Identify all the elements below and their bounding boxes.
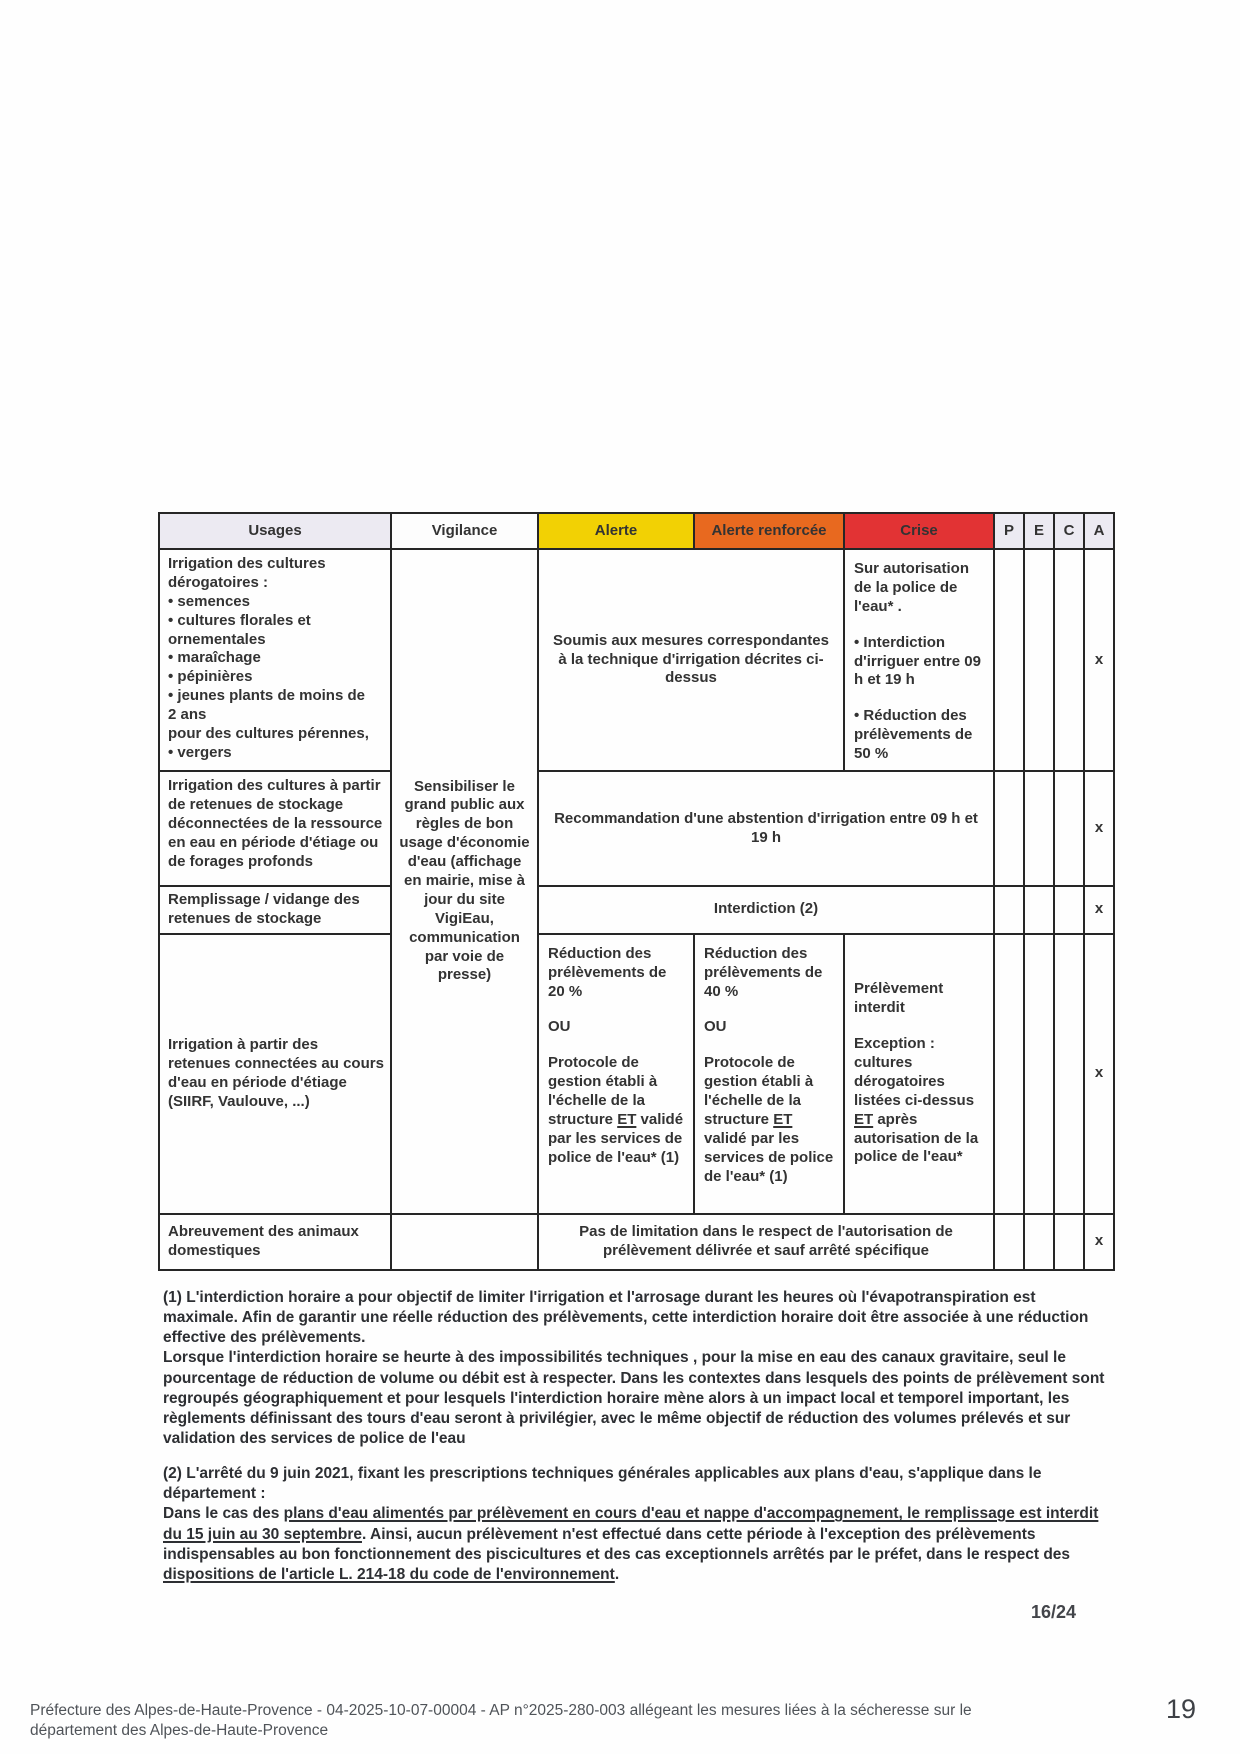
cell-r4-p (994, 934, 1024, 1214)
col-header-a: A (1084, 513, 1114, 549)
col-header-c: C (1054, 513, 1084, 549)
cell-r1-e (1024, 549, 1054, 771)
cell-r4-a: x (1084, 934, 1114, 1214)
cell-r5-e (1024, 1214, 1054, 1270)
cell-r5-usages: Abreuvement des animaux domestiques (159, 1214, 391, 1270)
cell-r1-c (1054, 549, 1084, 771)
cell-r4-e (1024, 934, 1054, 1214)
footnote-2-cont: Dans le cas des plans d'eau alimentés par prélèvement en cours d'eau et nappe d'accompagnement, le remplissage est interdit du 15 juin au 30 septembre. Ainsi, aucun prélèvement n'est effectué dans cette période à l'exception des prélèvements indispensables au bon fonctionnement des piscicultures et des cas exceptionnels arrêtés par le préfet, dans le respect des dispositions de l'article L. 214-18 du code de l'environnement. (163, 1505, 1099, 1583)
cell-r5-vigilance-empty (391, 1214, 538, 1270)
footnote-1: (1) L'interdiction horaire a pour objectif de limiter l'irrigation et l'arrosage durant les heures où l'évapotranspiration est maximale. Afin de garantir une réelle réduction des prélèvements, cette interdiction horaire doit être associée à une réduction effective des prélèvements. (163, 1289, 1089, 1347)
cell-r3-p (994, 886, 1024, 934)
col-header-usages: Usages (159, 513, 391, 549)
table-row (159, 771, 1114, 886)
col-header-p: P (994, 513, 1024, 549)
footer-page-number: 19 (1165, 1694, 1196, 1724)
col-header-alerte-renforcee: Alerte renforcée (694, 513, 844, 549)
cell-r2-e (1024, 771, 1054, 886)
cell-r4-alerte: Réduction des prélèvements de 20 % OU Protocole de gestion établi à l'échelle de la structure ET validé par les services de police de l'eau* (1) (538, 934, 694, 1214)
table-header-row (159, 513, 1114, 549)
table-row (159, 549, 1114, 771)
cell-r3-merged: Interdiction (2) (538, 886, 994, 934)
footer-reference: Préfecture des Alpes-de-Haute-Provence - 04-2025-10-07-00004 - AP n°2025-280-003 allégeant les mesures liées à la sécheresse sur le département des Alpes-de-Haute-Provence (30, 1702, 972, 1740)
cell-r1-crise: Sur autorisation de la police de l'eau* . • Interdiction d'irriguer entre 09 h et 19 h • Réduction des prélèvements de 50 % (844, 549, 994, 771)
cell-r3-usages: Remplissage / vidange des retenues de stockage (159, 886, 391, 934)
cell-r1-a: x (1084, 549, 1114, 771)
footnote-1-cont: Lorsque l'interdiction horaire se heurte à des impossibilités techniques , pour la mise en eau des canaux gravitaire, seul le pourcentage de réduction de volume ou débit est à respecter. Dans les contextes dans lesquels des points de prélèvement sont regroupés géographiquement et pour lesquels l'interdiction horaire mène alors à un impact local et temporel important, les règlements définissant des tours d'eau seront à privilégier, avec le même objectif de réduction des volumes prélevés et sur validation des services de police de l'eau (163, 1349, 1105, 1447)
table-row (159, 1214, 1114, 1270)
col-header-vigilance: Vigilance (391, 513, 538, 549)
cell-r4-usages: Irrigation à partir des retenues connectées au cours d'eau en période d'étiage (SIIRF, Vaulouve, ...) (159, 934, 391, 1214)
cell-r3-a: x (1084, 886, 1114, 934)
cell-r5-p (994, 1214, 1024, 1270)
cell-r1-p (994, 549, 1024, 771)
cell-r5-merged: Pas de limitation dans le respect de l'autorisation de prélèvement délivrée et sauf arrêté spécifique (538, 1214, 994, 1270)
cell-r2-p (994, 771, 1024, 886)
cell-r4-c (1054, 934, 1084, 1214)
cell-r3-c (1054, 886, 1084, 934)
cell-r2-c (1054, 771, 1084, 886)
footnote-2: (2) L'arrêté du 9 juin 2021, fixant les prescriptions techniques générales applicables aux plans d'eau, s'applique dans le département : (163, 1465, 1042, 1503)
col-header-crise: Crise (844, 513, 994, 549)
sheet-page-number: 16/24 (1030, 1602, 1076, 1622)
cell-r2-merged: Recommandation d'une abstention d'irrigation entre 09 h et 19 h (538, 771, 994, 886)
cell-r2-a: x (1084, 771, 1114, 886)
cell-r1-usages: Irrigation des cultures dérogatoires : • semences • cultures florales et ornementales • maraîchage • pépinières • jeunes plants de moins de 2 ans pour des cultures pérennes, • vergers (159, 549, 391, 771)
cell-r5-a: x (1084, 1214, 1114, 1270)
cell-r5-c (1054, 1214, 1084, 1270)
cell-r4-alerte-renforcee: Réduction des prélèvements de 40 % OU Protocole de gestion établi à l'échelle de la structure ET validé par les services de police de l'eau* (1) (694, 934, 844, 1214)
table-row (159, 934, 1114, 1214)
cell-r4-crise: Prélèvement interdit Exception : cultures dérogatoires listées ci-dessus ET après autorisation de la police de l'eau* (844, 934, 994, 1214)
cell-vigilance-merged: Sensibiliser le grand public aux règles de bon usage d'économie d'eau (affichage en mairie, mise à jour du site VigiEau, communication par voie de presse) (391, 549, 538, 1214)
cell-r1-alerte-renforcee-merged: Soumis aux mesures correspondantes à la technique d'irrigation décrites ci-dessus (538, 549, 844, 771)
col-header-alerte: Alerte (538, 513, 694, 549)
table-row (159, 886, 1114, 934)
drought-restriction-table (158, 512, 1115, 1271)
footnotes-block (163, 1288, 1105, 1585)
cell-r3-e (1024, 886, 1054, 934)
col-header-e: E (1024, 513, 1054, 549)
cell-r2-usages: Irrigation des cultures à partir de retenues de stockage déconnectées de la ressource en eau en période d'étiage ou de forages profonds (159, 771, 391, 886)
